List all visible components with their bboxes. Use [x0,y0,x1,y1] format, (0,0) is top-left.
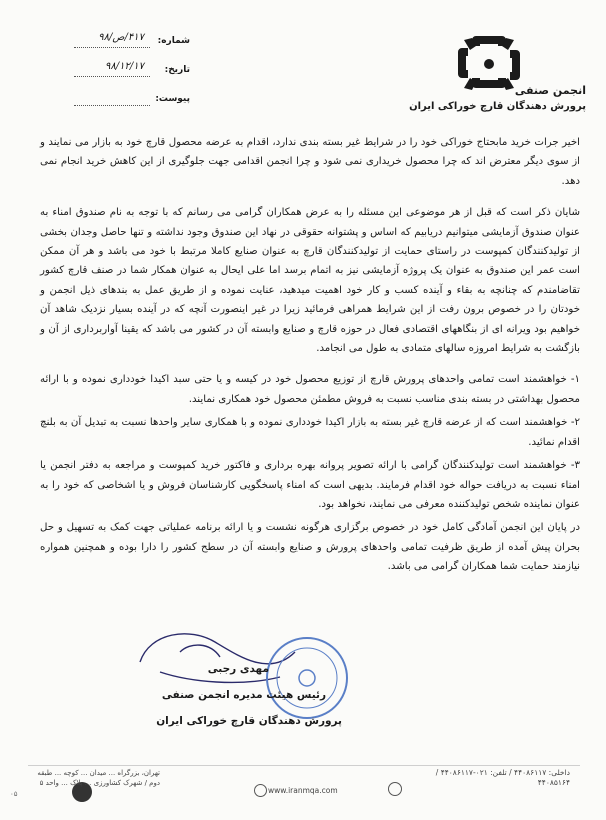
signatory-name: مهدی رجبی [207,663,269,675]
request-item-2: ۲- خواهشمند است که از عرضه قارچ غیر بسته به بازار اکیدا خودداری نموده و با همکاری سایر واحدها نسبت به تبدیل آن به بلنچ اقدام نمائید. [40,417,580,448]
number-value: ۴۱۷/ص/۹۸ [98,32,144,43]
official-stamp [262,633,352,723]
date-value: ۹۸/۱۲/۱۷ [105,61,144,72]
org-name-line1: انجمن صنفی [514,84,586,97]
page-number: ۰۵ [10,790,18,798]
footer-phones: داخلی: ۴۴۰۸۶۱۱۷ / تلفن: ۰۲۱-۴۴۰۸۶۱۱۷ / ۴۴۰۸۵۱۶۴ [435,768,570,787]
date-row [60,61,190,94]
org-name-line2: پرورش دهندگان قارچ خوراکی ایران [409,101,586,112]
request-item-1: ۱- خواهشمند است تمامی واحدهای پرورش قارچ از توزیع محصول خود در کیسه و یا حتی سبد اکیدا خودداری نموده و با ارائه محصول بهداشتی در بسته بندی مناسب نسبت به فروش مطمئن محصول خود همکاری نمایند. [40,374,580,405]
footer-address: تهران، بزرگراه ... میدان ... کوچه ... طبقه دوم / شهرک کشاورزی ... پلاک ... واحد ۵ [37,769,160,787]
request-item-3: ۳- خواهشمند است تولیدکنندگان گرامی با ارائه تصویر پروانه بهره برداری و فاکتور خرید کمپوست و مراجعه به دفتر انجمن یا امناء نسبت به دریافت حواله خود اقدام فرمایند. بدیهی است که امناء پاسخگویی کارشناسان فروش و یا اشخاصی که خود را به عنوان نماینده شخص تولیدکننده معرفی می نمایند، نخواهد بود. [40,460,580,510]
signatory-title: رئیس هیئت مدیره انجمن صنفی [161,689,326,701]
date-label: تاریخ: [164,65,190,75]
number-line [74,47,150,48]
number-label: شماره: [157,36,190,46]
phone-icon [388,782,402,796]
globe-icon [254,784,267,797]
footer-website[interactable]: www.iranmqa.com [268,786,338,795]
letter-footer [28,765,580,810]
letter-body [40,133,580,589]
letter-meta [60,32,190,123]
signatory-org: پرورش دهندگان قارچ خوراکی ایران [156,715,342,727]
attachment-line [74,105,150,106]
attachment-row [60,94,190,123]
date-line [74,76,150,77]
attachment-label: پیوست: [155,94,190,104]
request-list [40,370,580,514]
paragraph-main: شایان ذکر است که قبل از هر موضوعی این مسئله را به عرض همکاران گرامی می رسانم که با توجه به نام صندوق امناء به عنوان صندوق آزمایشی میتوانیم دریابیم که اساس و پشتوانه حقوقی در نهاد این صندوق وجود نداشته و تنها حاصل وجدان بخشی از تولیدکنندگان کمپوست در راستای حمایت از تولیدکنندگان قارچ به عنوان صنایع کاملا مرتبط با خود می باشد و هر آن ممکن است عمر این صندوق به عنوان یک پروژه آزمایشی نیز به اتمام برسد اما علی ایحال به عنوان همکار شما در صنف قارچ کشور تقاضامندم که چنانچه به بقاء و آینده کسب و کار خود اهمیت میدهید، عنایت نموده و از طریق عمل به بندهای ذیل انجمن و خودتان را در خصوص برون رفت از این شرایط همراهی فرمائید زیرا در غیر اینصورت آنچه که در آینده بسیار نزدیک شاهد آن خواهیم بود ویرانه ای از بنگاههای اقتصادی فعال در حوزه قارچ و صنایع وابسته آن در کشور می باشد که یقینا آواربرداری از آن و بازگشت به شرایط امروزه سالهای متمادی به طول می انجامد. [40,207,580,355]
paragraph-intro: اخیر جرات خرید مابحتاج خوراکی خود را در شرایط غیر بسته بندی ندارد، اقدام به عرضه محصول قارچ خود به بازار می نمایند و از سوی دیگر معترض اند که چرا محصول خریداری نمی شود و چرا انجمن اقدامی جهت جلوگیری از این کاهش خرید انجام نمی دهد. [40,137,580,187]
paragraph-closing: در پایان این انجمن آمادگی کامل خود در خصوص برگزاری هرگونه نشست و یا ارائه برنامه عملیاتی جهت کمک به تسهیل و حل بحران پیش آمده از طریق ظرفیت تمامی واحدهای پرورش و صنایع وابسته آن در سطح کشور را دارا بوده و همچنین همواره نیازمند حمایت شما همکاران گرامی می باشد. [40,522,580,573]
